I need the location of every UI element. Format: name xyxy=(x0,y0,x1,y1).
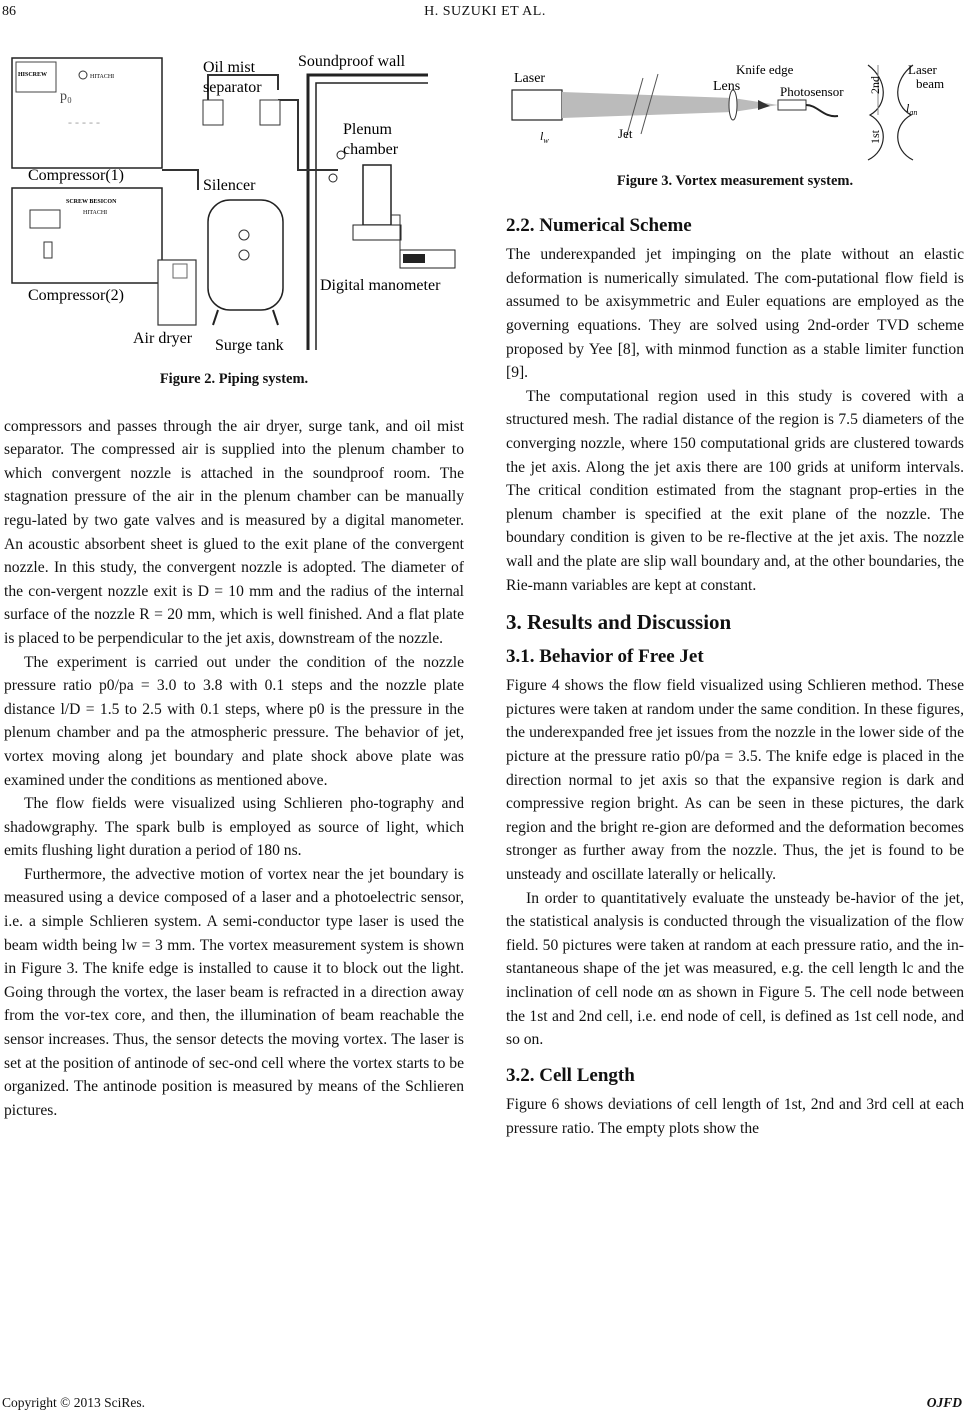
plenum-label-1: Plenum xyxy=(343,121,392,138)
right-paragraph-5: Figure 6 shows deviations of cell length of 1st, 2nd and 3rd cell at each pressure ratio. The empty plots show the xyxy=(506,1096,964,1137)
svg-text:- - - - -: - - - - - xyxy=(68,115,100,129)
soundproof-label: Soundproof wall xyxy=(298,53,406,70)
figure-3-caption: Figure 3. Vortex measurement system. xyxy=(616,173,854,189)
left-column xyxy=(4,368,464,1122)
journal-abbrev: OJFD xyxy=(926,1395,962,1410)
right-paragraph-3: Figure 4 shows the flow field visualized using Schlieren method. These pictures were taken at random under the same condition. In these figures, the underexpanded free jet issues from the nozzle in the lower side of the picture at the pressure ratio p0/pa = 3.5. The knife edge is placed in the direction normal to jet axis so that the expansive region is dark and compressive region bright. As can be seen in these pictures, the dark region and the bright re-gion are deformed and the deformation becomes stronger as further away from the nozzle. Thus, the jet is found to be unsteady and oscillate laterally or helically. xyxy=(506,677,964,884)
second-cell-label: 2nd xyxy=(868,76,882,94)
section-3-2-heading: 3.2. Cell Length xyxy=(506,1064,635,1086)
hitachi-label-1: HITACHI xyxy=(90,74,115,80)
screw-bescon-label: SCREW BESICON xyxy=(66,199,117,205)
right-column xyxy=(506,170,964,1141)
left-paragraph-3: The flow fields were visualized using Schlieren pho-tography and shadowgraphy. The spark bulb is employed as source of light, which emits flushing light duration a period of 180 ns. xyxy=(4,795,464,860)
lens-label: Lens xyxy=(713,79,741,94)
left-paragraph-4: Furthermore, the advective motion of vortex near the jet boundary is measured using a device composed of a laser and a photoelectric sensor, i.e. a simple Schlieren system. A semi-conductor type laser is used the beam width being lw = 3 mm. The vortex measurement system is shown in Figure 3. The knife edge is installed to cause it to block out the light. Going through the vortex, the laser beam is refracted in a direction away from the vor-tex core, and then, the illumination of beam reachable the sensor increases. Thus, the sensor detects the moving vortex. The laser is set at the position of antinode of sec-ond cell where the vortex starts to be organized. The antinode position is measured by means of the Schlieren pictures. xyxy=(4,865,464,1119)
plenum-label-2: chamber xyxy=(343,141,399,158)
laser-label: Laser xyxy=(514,71,546,86)
oil-mist-label-1: Oil mist xyxy=(203,59,256,76)
section-2-2-heading: 2.2. Numerical Scheme xyxy=(506,214,692,236)
running-title: H. SUZUKI ET AL. xyxy=(424,4,546,19)
right-paragraph-2: The computational region used in this study is covered with a structured mesh. The radial distance of the region is 7.5 diameters of the converging nozzle, where 150 computational grids are clustered towards the jet axis. Along the jet axis there are 100 grids at uniform intervals. The critical condition estimated from the stagnant prop-erties in the plenum chamber is specified at the exit plane of the nozzle. The boundary condition is given to be re-flective at the jet axis. The nozzle wall and the plate are slip wall boundary and, at the other boundaries, the Rie-mann variables are kept at constant. xyxy=(506,387,964,594)
figure-2-caption: Figure 2. Piping system. xyxy=(159,371,309,387)
compressor2-label: Compressor(2) xyxy=(28,287,124,304)
photosensor-label: Photosensor xyxy=(780,84,844,99)
left-paragraph-1: compressors and passes through the air dryer, surge tank, and oil mist separator. The compressed air is supplied into the plenum chamber to which convergent nozzle is attached in the soundproof room. The stagnation pressure of the air in the plenum chamber can be manually regu-lated by two gate valves and is measured by a digital manometer. An acoustic absorbent sheet is glued to the exit plane of the convergent nozzle. In this study, the convergent nozzle is adopted. The diameter of the con-vergent nozzle exit is D = 10 mm and the radius of the internal surface of the nozzle R = 20 mm, which is well finished. And a flat plate is placed to be perpendicular to the jet axis, downstream of the nozzle. xyxy=(4,417,464,647)
compressor1-label: Compressor(1) xyxy=(28,167,124,184)
oil-mist-label-2: separator xyxy=(203,79,262,96)
section-3-heading: 3. Results and Discussion xyxy=(506,610,732,635)
right-paragraph-4: In order to quantitatively evaluate the unsteady be-havior of the jet, the statistical analysis is conducted through the visualization of the flow field. 50 pictures were taken at random at each pressure ratio, and the in-stantaneous shape of the jet was measured, e.g. the cell length lc and the inclination of cell node αn as shown in Figure 5. The cell node between the 1st and 2nd cell, i.e. end node of cell, is defined as 1st cell node, and so on. xyxy=(506,889,964,1049)
page-header xyxy=(0,4,970,26)
knife-edge-label: Knife edge xyxy=(736,62,794,77)
svg-text:p₀: p₀ xyxy=(60,89,72,104)
first-cell-label: 1st xyxy=(868,129,882,144)
figure-3-vortex-measurement-diagram xyxy=(508,60,963,165)
copyright-text: Copyright © 2013 SciRes. xyxy=(2,1395,146,1410)
page-number: 86 xyxy=(2,4,16,19)
air-dryer-label: Air dryer xyxy=(133,330,193,347)
figure-2-piping-diagram xyxy=(8,50,473,360)
surge-tank-label: Surge tank xyxy=(215,337,284,354)
hitachi-label-2: HITACHI xyxy=(83,210,108,216)
digital-manometer-label: Digital manometer xyxy=(320,277,441,294)
laser-beam-label-1: Laser xyxy=(908,62,937,77)
silencer-label: Silencer xyxy=(203,177,256,194)
lan-label: $l_{an}$ xyxy=(906,101,918,117)
left-paragraph-2: The experiment is carried out under the condition of the nozzle pressure ratio p0/pa = 3.0 to 3.8 with 0.1 steps and the nozzle plate distance l/D = 1.5 to 2.5 with 0.1 steps, where p0 is the pressure in the plenum chamber and pa the atmospheric pressure. The behavior of jet, vortex moving along jet boundary and plate shock above plate was examined under the conditions as mentioned above. xyxy=(4,653,464,789)
section-3-1-heading: 3.1. Behavior of Free Jet xyxy=(506,645,704,667)
jet-label: Jet xyxy=(618,126,633,141)
lw-label: $l_w$ xyxy=(540,129,549,145)
laser-beam-label-2: beam xyxy=(916,76,945,91)
right-paragraph-1: The underexpanded jet impinging on the plate without an elastic deformation is numerically simulated. The com-putational flow field is assumed to be axisymmetric and Euler equations are employed as the governing equations. They are solved using 2nd-order TVD scheme proposed by Yee [8], with minmod function as a stable limiter function [9]. xyxy=(506,246,964,382)
hiscrew-label: HISCREW xyxy=(18,72,48,78)
